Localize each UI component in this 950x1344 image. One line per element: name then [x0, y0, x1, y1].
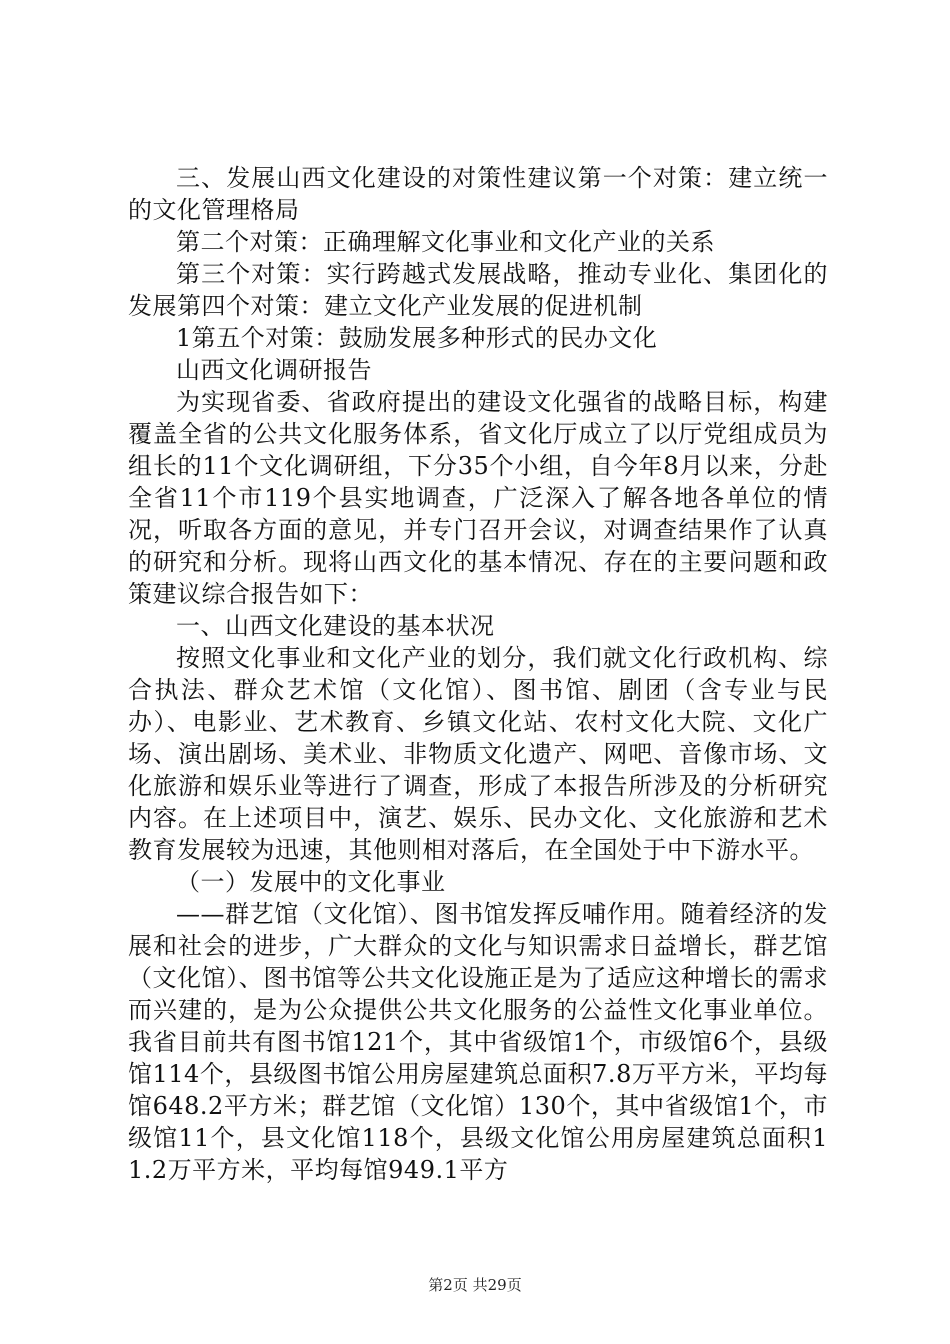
section-heading: 一、山西文化建设的基本状况	[176, 612, 495, 640]
paragraph: 第三个对策：实行跨越式发展战略，推动专业化、集团化的发展第四个对策：建立文化产业发展的促进机制	[128, 260, 828, 320]
report-title: 山西文化调研报告	[176, 356, 372, 384]
paragraph: 1第五个对策：鼓励发展多种形式的民办文化	[176, 324, 658, 352]
paragraph: 第二个对策：正确理解文化事业和文化产业的关系	[176, 228, 715, 256]
paragraph: 按照文化事业和文化产业的划分，我们就文化行政机构、综合执法、群众艺术馆（文化馆）、图书馆、剧团（含专业与民办）、电影业、艺术教育、乡镇文化站、农村文化大院、文化广场、演出剧场、美术业、非物质文化遗产、网吧、音像市场、文化旅游和娱乐业等进行了调查，形成了本报告所涉及的分析研究内容。在上述项目中，演艺、娱乐、民办文化、文化旅游和艺术教育发展较为迅速，其他则相对落后，在全国处于中下游水平。	[128, 644, 828, 864]
paragraph: ——群艺馆（文化馆）、图书馆发挥反哺作用。随着经济的发展和社会的进步，广大群众的文化与知识需求日益增长，群艺馆（文化馆）、图书馆等公共文化设施正是为了适应这种增长的需求而兴建的，是为公众提供公共文化服务的公益性文化事业单位。我省目前共有图书馆121个，其中省级馆1个，市级馆6个，县级馆114个，县级图书馆公用房屋建筑总面积7.8万平方米，平均每馆648.2平方米；群艺馆（文化馆）130个，其中省级馆1个，市级馆11个，县文化馆118个，县级文化馆公用房屋建筑总面积11.2万平方米，平均每馆949.1平方	[128, 900, 828, 1184]
document-body	[128, 162, 828, 1186]
page-number: 第2页 共29页	[428, 1276, 522, 1294]
paragraph: 为实现省委、省政府提出的建设文化强省的战略目标，构建覆盖全省的公共文化服务体系，省文化厅成立了以厅党组成员为组长的11个文化调研组，下分35个小组，自今年8月以来，分赴全省11个市119个县实地调查，广泛深入了解各地各单位的情况，听取各方面的意见，并专门召开会议，对调查结果作了认真的研究和分析。现将山西文化的基本情况、存在的主要问题和政策建议综合报告如下：	[128, 388, 828, 608]
subsection-heading: （一）发展中的文化事业	[176, 868, 446, 896]
paragraph: 三、发展山西文化建设的对策性建议第一个对策：建立统一的文化管理格局	[128, 164, 828, 224]
